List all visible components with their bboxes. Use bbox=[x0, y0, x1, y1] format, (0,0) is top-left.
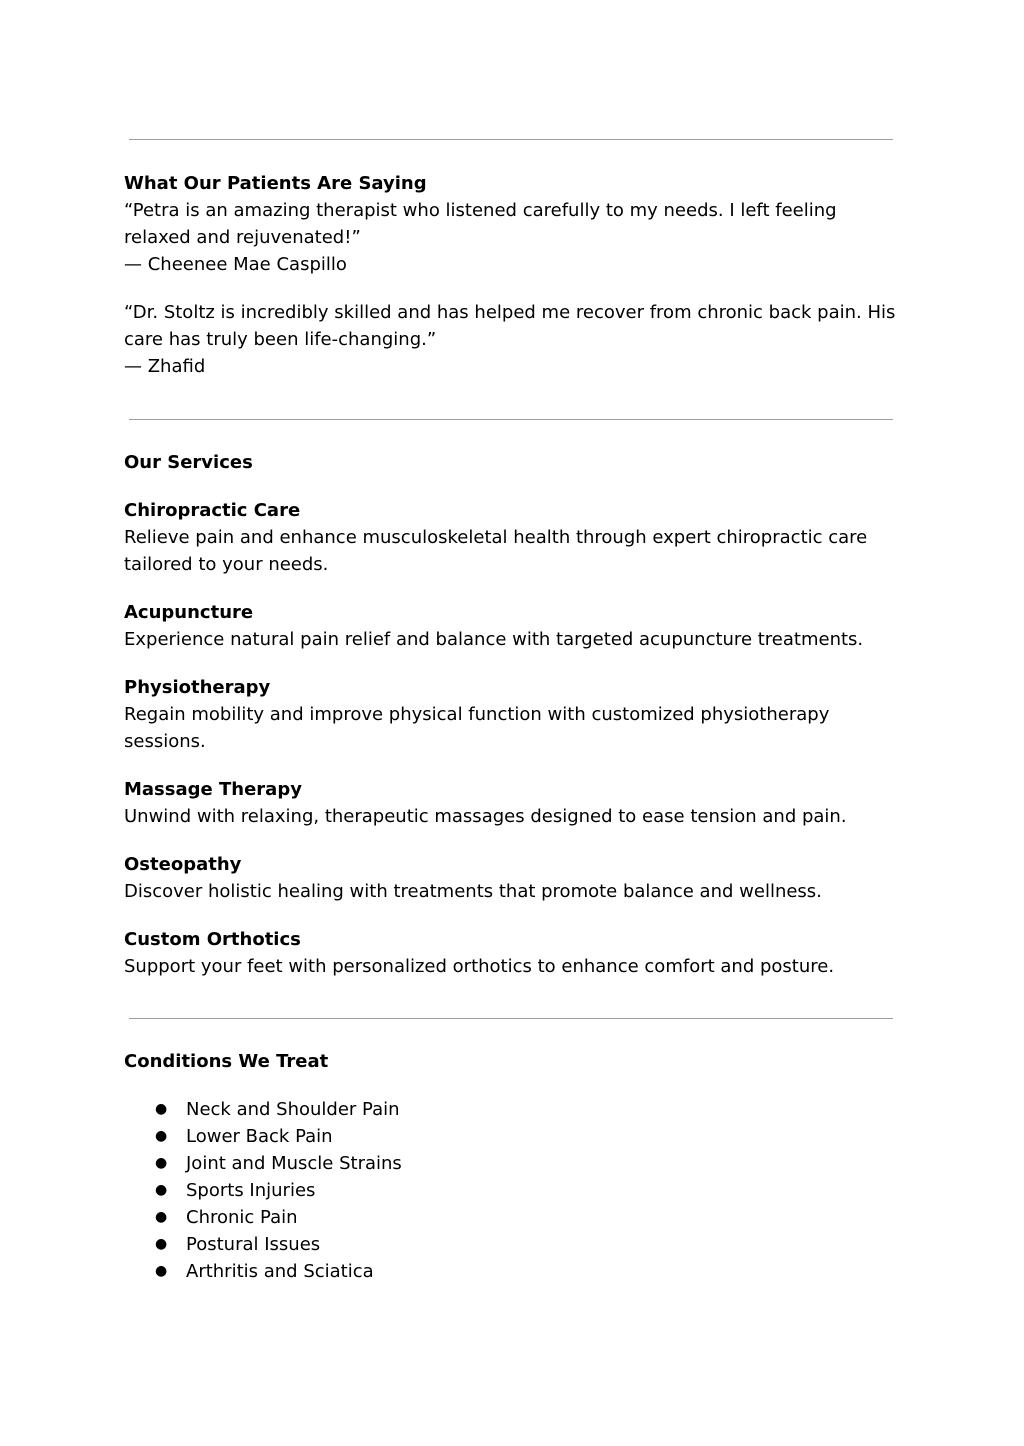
list-item bbox=[124, 1123, 904, 1150]
service-item bbox=[124, 851, 904, 905]
service-item bbox=[124, 674, 904, 755]
testimonial bbox=[124, 299, 904, 380]
bullet-icon: ● bbox=[155, 1155, 168, 1171]
divider bbox=[129, 139, 893, 140]
testimonials-heading: What Our Patients Are Saying bbox=[124, 173, 427, 194]
testimonial-author: — Zhafid bbox=[124, 356, 206, 377]
condition-label: Postural Issues bbox=[186, 1234, 321, 1255]
condition-label: Neck and Shoulder Pain bbox=[186, 1099, 400, 1120]
service-description: Experience natural pain relief and balance with targeted acupuncture treatments. bbox=[124, 629, 864, 650]
testimonial-quote: “Petra is an amazing therapist who listened carefully to my needs. I left feeling bbox=[124, 200, 837, 221]
bullet-icon: ● bbox=[155, 1263, 168, 1279]
testimonial-author: — Cheenee Mae Caspillo bbox=[124, 254, 347, 275]
service-title: Physiotherapy bbox=[124, 677, 271, 698]
condition-label: Joint and Muscle Strains bbox=[186, 1153, 402, 1174]
service-description: sessions. bbox=[124, 731, 206, 752]
service-description: tailored to your needs. bbox=[124, 554, 329, 575]
condition-label: Arthritis and Sciatica bbox=[186, 1261, 374, 1282]
testimonial bbox=[124, 197, 904, 278]
condition-label: Chronic Pain bbox=[186, 1207, 298, 1228]
service-item bbox=[124, 776, 904, 830]
services-section bbox=[124, 449, 904, 980]
bullet-icon: ● bbox=[155, 1101, 168, 1117]
list-item bbox=[124, 1150, 904, 1177]
list-item bbox=[124, 1177, 904, 1204]
service-description: Discover holistic healing with treatments that promote balance and wellness. bbox=[124, 881, 822, 902]
service-item bbox=[124, 497, 904, 578]
service-description: Regain mobility and improve physical function with customized physiotherapy bbox=[124, 704, 830, 725]
service-title: Chiropractic Care bbox=[124, 500, 301, 521]
divider bbox=[129, 419, 893, 420]
service-title: Osteopathy bbox=[124, 854, 242, 875]
list-item bbox=[124, 1204, 904, 1231]
list-item bbox=[124, 1096, 904, 1123]
service-description: Unwind with relaxing, therapeutic massages designed to ease tension and pain. bbox=[124, 806, 847, 827]
divider bbox=[129, 1018, 893, 1019]
service-title: Massage Therapy bbox=[124, 779, 302, 800]
service-description: Relieve pain and enhance musculoskeletal health through expert chiropractic care bbox=[124, 527, 868, 548]
testimonial-quote: “Dr. Stoltz is incredibly skilled and has helped me recover from chronic back pain. His bbox=[124, 302, 896, 323]
testimonial-quote: care has truly been life-changing.” bbox=[124, 329, 437, 350]
bullet-icon: ● bbox=[155, 1236, 168, 1252]
condition-label: Sports Injuries bbox=[186, 1180, 316, 1201]
conditions-heading: Conditions We Treat bbox=[124, 1051, 329, 1072]
list-item bbox=[124, 1231, 904, 1258]
service-title: Custom Orthotics bbox=[124, 929, 301, 950]
conditions-section bbox=[124, 1048, 904, 1285]
condition-label: Lower Back Pain bbox=[186, 1126, 333, 1147]
list-item bbox=[124, 1258, 904, 1285]
service-item bbox=[124, 599, 904, 653]
service-item bbox=[124, 926, 904, 980]
testimonial-quote: relaxed and rejuvenated!” bbox=[124, 227, 361, 248]
bullet-icon: ● bbox=[155, 1182, 168, 1198]
testimonials-section bbox=[124, 170, 904, 380]
bullet-icon: ● bbox=[155, 1128, 168, 1144]
services-heading: Our Services bbox=[124, 452, 253, 473]
bullet-icon: ● bbox=[155, 1209, 168, 1225]
service-description: Support your feet with personalized orthotics to enhance comfort and posture. bbox=[124, 956, 835, 977]
service-title: Acupuncture bbox=[124, 602, 254, 623]
conditions-list bbox=[124, 1096, 904, 1285]
